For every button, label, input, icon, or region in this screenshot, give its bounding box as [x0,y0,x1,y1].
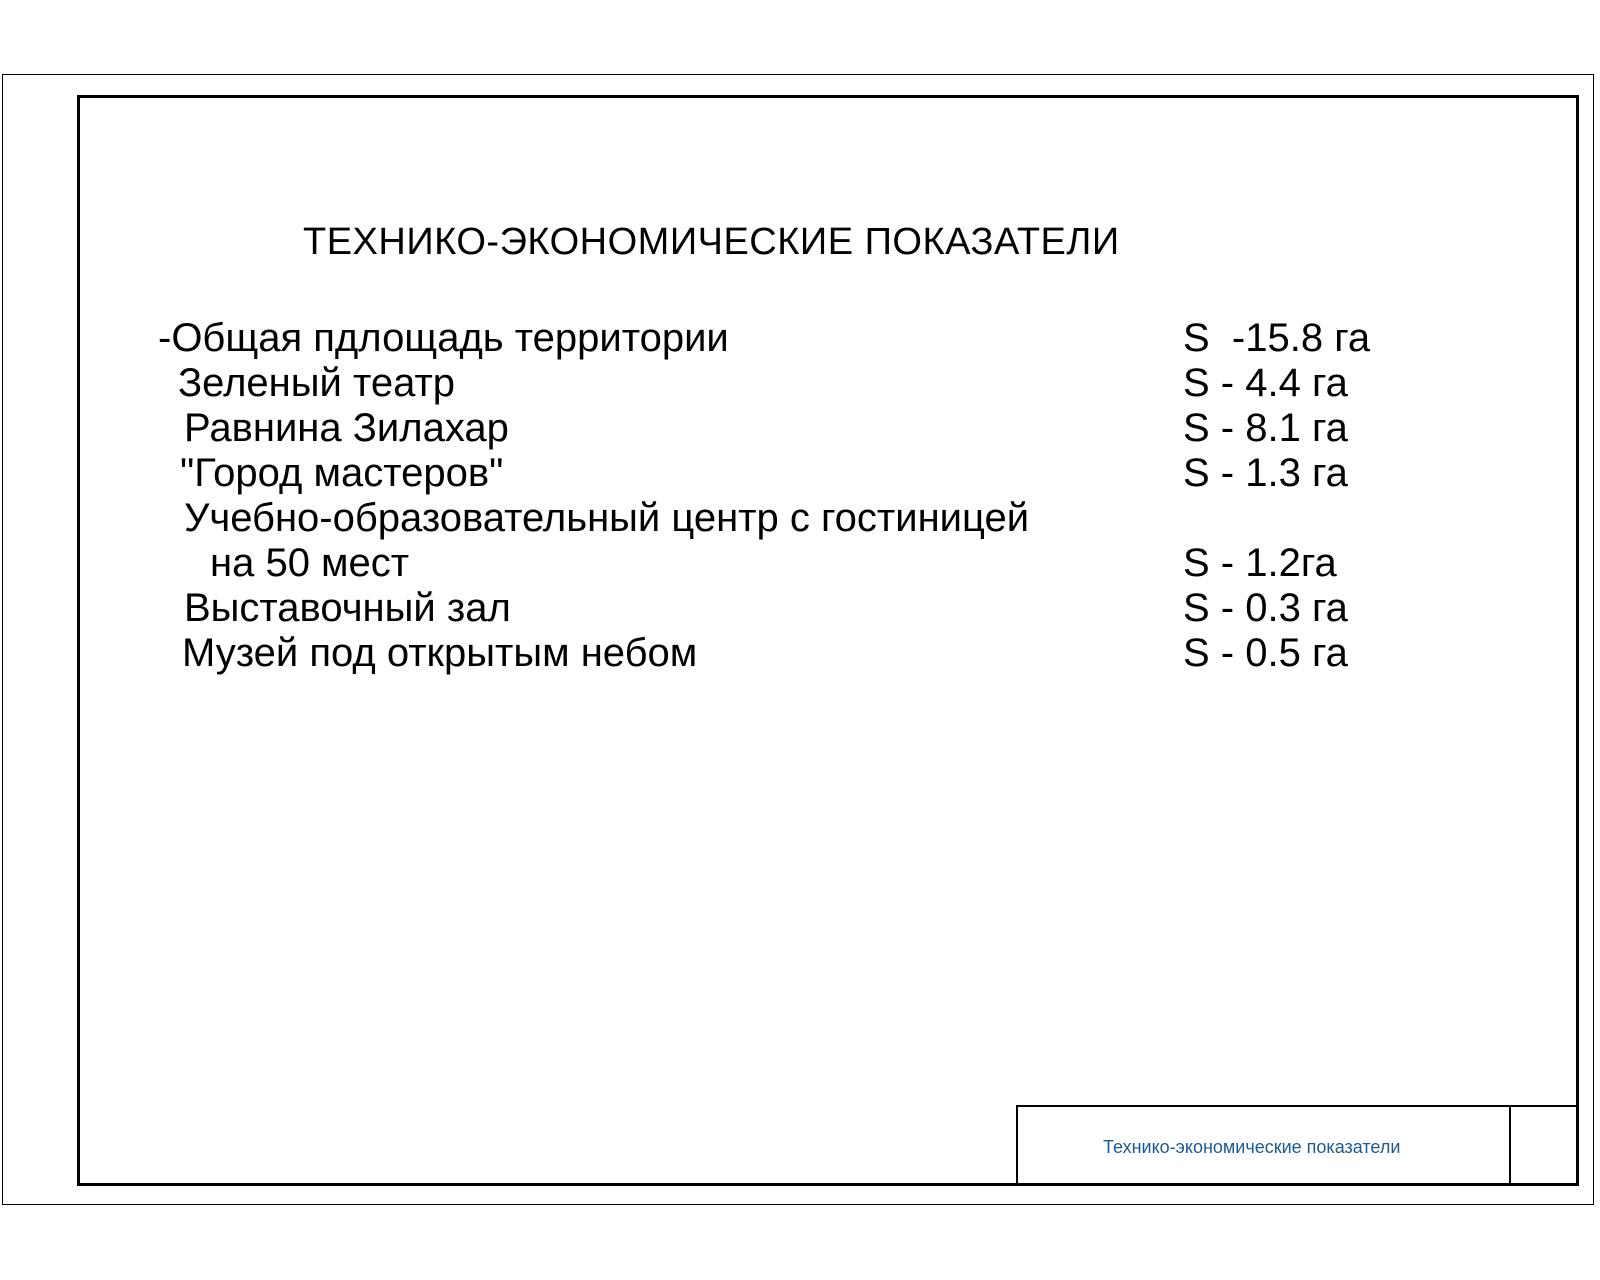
indicator-value: S - 1.2га [1183,541,1337,585]
indicator-value: S - 8.1 га [1183,406,1348,450]
indicator-label: Зеленый театр [178,361,456,405]
indicator-value: S - 0.5 га [1183,631,1348,675]
indicator-label: -Общая пдлощадь территории [158,316,729,360]
indicator-label: "Город мастеров" [180,451,504,495]
indicator-value: S - 4.4 га [1183,361,1348,405]
indicator-label: Музей под открытым небом [182,631,698,675]
title-block [1016,1105,1576,1183]
indicator-row [0,496,1600,542]
indicator-row [0,451,1600,497]
indicator-label: Выставочный зал [184,586,511,630]
title-block-divider [1509,1107,1511,1183]
indicator-row [0,361,1600,407]
indicator-row [0,541,1600,587]
indicator-label: на 50 мест [210,541,410,585]
indicator-value: S -15.8 га [1183,316,1371,360]
indicator-row [0,406,1600,452]
indicator-value: S - 1.3 га [1183,451,1348,495]
title-block-caption: Технико-экономические показатели [1103,1137,1401,1157]
indicator-label: Равнина Зилахар [184,406,509,450]
indicator-row [0,316,1600,362]
indicator-label: Учебно-образовательный центр с гостиницей [184,496,1030,540]
indicator-value: S - 0.3 га [1183,586,1348,630]
indicator-row [0,631,1600,677]
indicator-row [0,586,1600,632]
page-title: ТЕХНИКО-ЭКОНОМИЧЕСКИЕ ПОКАЗАТЕЛИ [303,221,1120,263]
